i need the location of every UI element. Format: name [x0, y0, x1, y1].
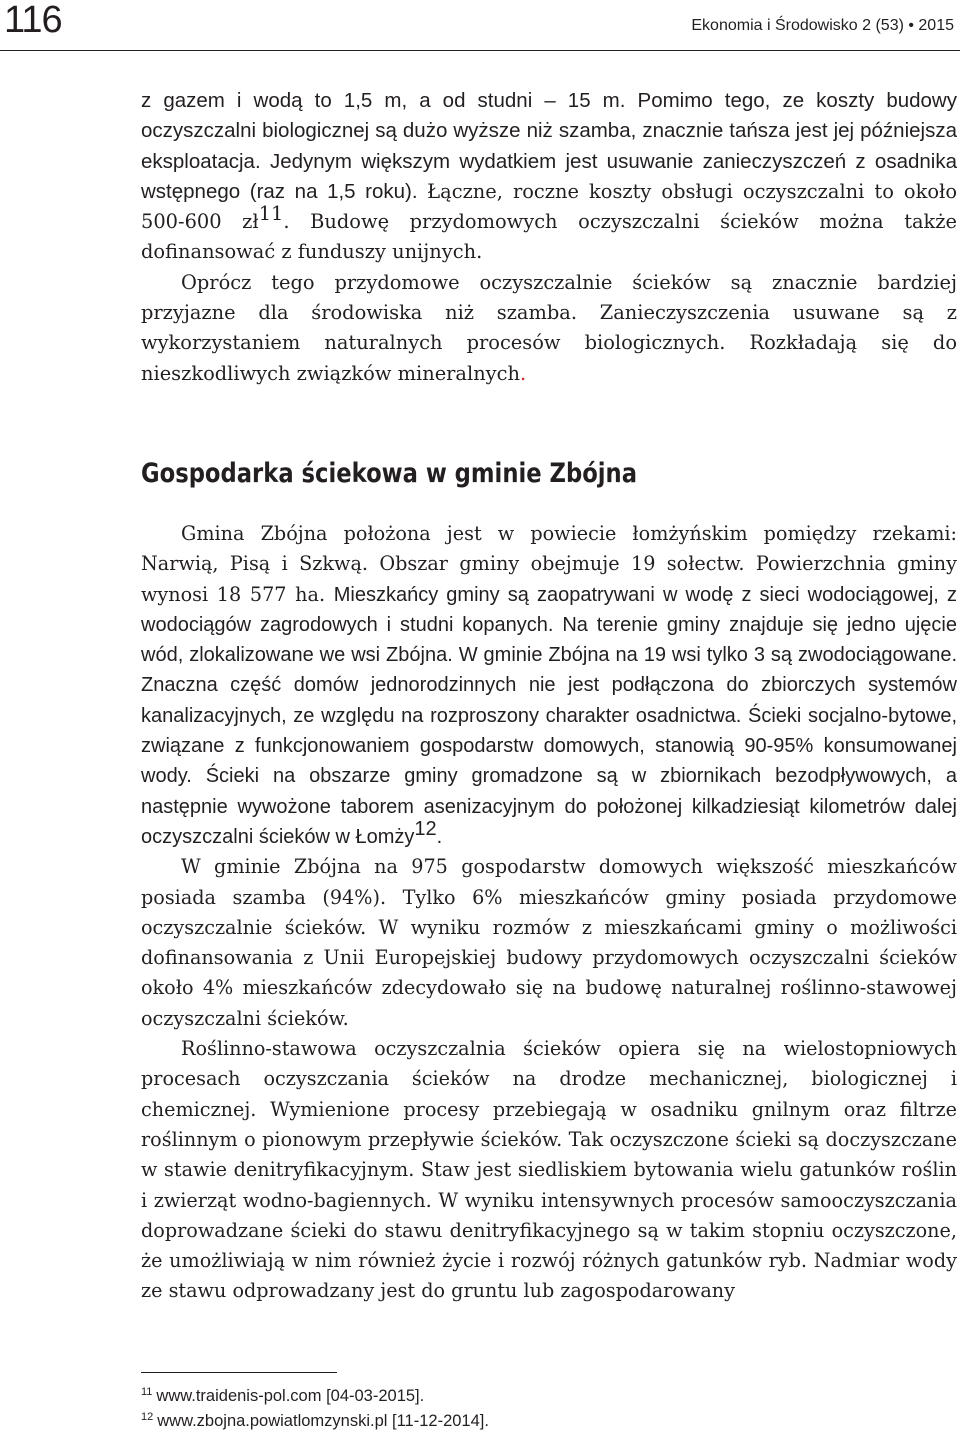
intro-paragraph-1 — [141, 86, 957, 268]
accent-period: . — [520, 361, 527, 385]
intro-paragraph-2 — [141, 268, 957, 389]
footnote-text: www.traidenis-pol.com [04-03-2015]. — [156, 1387, 425, 1405]
page-number: 116 — [4, 0, 62, 41]
footnote-number: 12 — [141, 1411, 154, 1423]
intro-sentence-1: z gazem i wodą to 1,5 m, a od studni – 15 m. Pomimo tego, ze koszty budowy oczyszczalni biologicznej są dużo wyższe niż szamba, znacznie tańsza jest jej późniejsza eksploatacja. Jedynym większym wydatkiem jest usuwanie zanieczyszczeń z osadnika wstępnego (raz na 1,5 roku). — [141, 89, 957, 203]
page-header — [0, 0, 960, 44]
intro-paragraph-2-text: Oprócz tego przydomowe oczyszczalnie ścieków są znacznie bardziej przyjazne dla środowiska niż szamba. Zanieczyszczenia usuwane są z wykorzystaniem naturalnych procesów biologicznych. Rozkładają się do nieszkodliwych związków mineralnych — [141, 270, 957, 385]
running-head: Ekonomia i Środowisko 2 (53) • 2015 — [691, 17, 954, 34]
intro-sentence-2: Łączne, roczne koszty obsługi oczyszczalni to około 500-600 zł — [141, 179, 957, 234]
intro-text — [141, 86, 957, 389]
section-paragraph-1-b: Mieszkańcy gminy są zaopatrywani w wodę z sieci wodociągowej, z wodociągów zagrodowych i studni kopanych. Na terenie gminy znajduje się jedno ujęcie wód, zlokalizowane we wsi Zbójna. W gminie Zbójna na 19 wsi tylko 3 są zwodociągowane. Znaczna część domów jednorodzinnych nie jest podłączona do zbiorczych systemów kanalizacyjnych, ze względu na rozproszony charakter osadnictwa. Ścieki socjalno-bytowe, związane z funkcjonowaniem gospodarstw domowych, stanowią 90-95% konsumowanej wody. Ścieki na obszarze gminy gromadzone są w zbiornikach bezodpływowych, a następnie wywożone taborem asenizacyjnym do położonej kilkadziesiąt kilometrów dalej oczyszczalni ścieków w Łomży — [141, 583, 957, 848]
section-paragraph-1 — [141, 519, 957, 852]
section-paragraph-2: W gminie Zbójna na 975 gospodarstw domowych większość mieszkańców posiada szamba (94%). Tylko 6% mieszkańców gminy posiada przydomowe oczyszczalnie ścieków. W wyniku rozmów z mieszkańcami gminy o możliwości dofinansowania z Unii Europejskiej budowy przydomowych oczyszczalni ścieków około 4% mieszkańców zdecydowało się na budowę naturalnej roślinno-stawowej oczyszczalni ścieków. — [141, 855, 957, 1030]
section-paragraph-3: Roślinno-stawowa oczyszczalnia ścieków opiera się na wielostopniowych procesach oczyszczania ścieków na drodze mechanicznej, biologicznej i chemicznej. Wymienione procesy przebiegają w osadniku gnilnym oraz filtrze roślinnym o pionowym przepływie ścieków. Tak oczyszczone ścieki są doczyszczane w stawie denitryfikacyjnym. Staw jest siedliskiem bytowania wielu gatunków roślin i zwierząt wodno-bagiennych. W wyniku intensywnych procesów samooczyszczania doprowadzane ścieki do stawu denitryfikacyjnego są w takim stopniu oczyszczone, że umożliwiają w nim również życie i rozwój różnych gatunków ryb. Nadmiar wody ze stawu odprowadzany jest do gruntu lub zagospodarowany — [141, 1037, 957, 1303]
footnote-text: www.zbojna.powiatlomzynski.pl [11-12-2014]. — [157, 1412, 489, 1430]
section-heading: Gospodarka ściekowa w gminie Zbójna — [141, 458, 638, 489]
footnote-ref-11: 11 — [258, 202, 284, 226]
footnote-ref-12: 12 — [414, 817, 437, 840]
header-rule — [0, 50, 960, 51]
section-paragraph-1-a: Gmina Zbójna położona jest w powiecie łomżyńskim pomiędzy rzekami: Narwią, Pisą i Szkwą. Obszar gminy obejmuje 19 sołectw. Powierzchnia gminy wynosi 18 577 ha. — [141, 522, 957, 606]
intro-sentence-3: . Budowę przydomowych oczyszczalni ścieków można także dofinansować z funduszy unijnych. — [141, 210, 957, 264]
section-body — [141, 519, 957, 1307]
footnote-number: 11 — [141, 1386, 153, 1398]
section-paragraph-1-end: . — [436, 825, 443, 848]
footnote-item — [141, 1410, 957, 1432]
footnote-rule — [141, 1372, 337, 1373]
footnote-item — [141, 1385, 957, 1407]
